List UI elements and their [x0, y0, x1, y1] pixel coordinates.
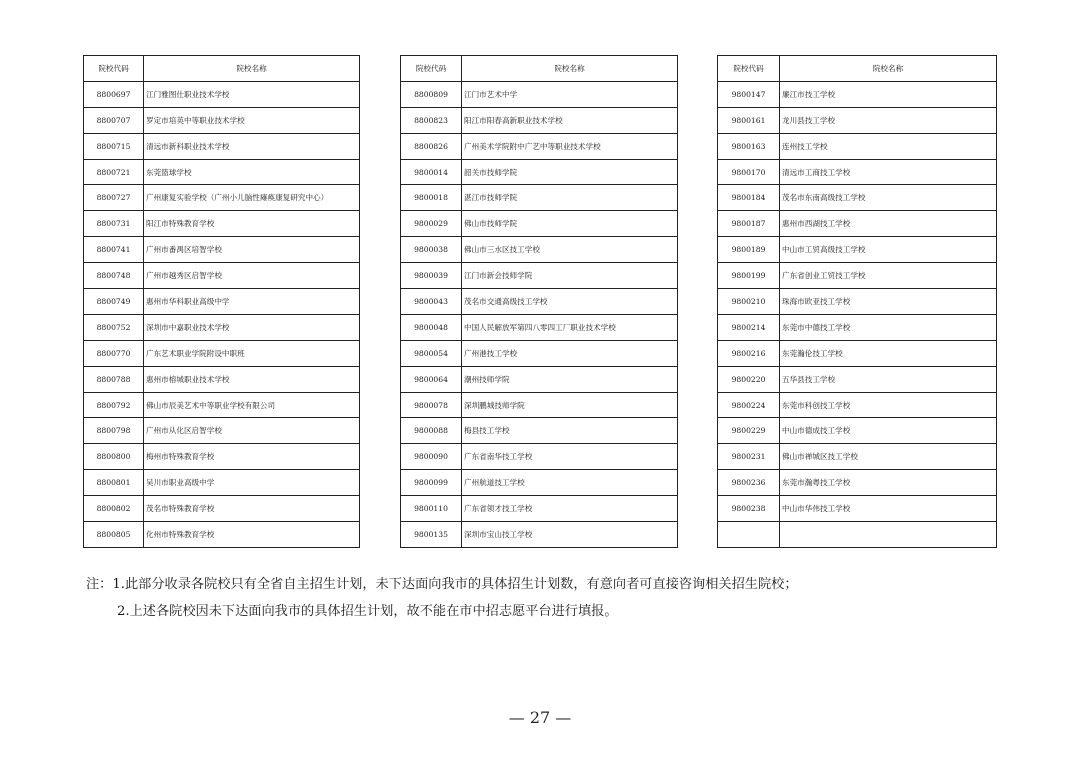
table-row — [84, 496, 360, 522]
school-code: 9800216 — [718, 340, 780, 366]
table-row — [718, 133, 997, 159]
school-name: 广东省领才技工学校 — [462, 496, 678, 522]
table-row — [401, 366, 678, 392]
school-code: 8800809 — [401, 81, 462, 107]
table-row — [84, 392, 360, 418]
school-code: 8800788 — [84, 366, 144, 392]
table-row — [84, 522, 360, 548]
school-code: 8800792 — [84, 392, 144, 418]
school-name: 广东省创业工贸技工学校 — [780, 263, 997, 289]
code-column-header: 院校代码 — [401, 56, 462, 82]
school-code: 9800088 — [401, 418, 462, 444]
table-row — [718, 418, 997, 444]
name-column-header: 院校名称 — [780, 56, 997, 82]
school-name: 佛山市辰美艺术中等职业学校有限公司 — [144, 392, 360, 418]
table-row — [401, 133, 678, 159]
table-row — [84, 289, 360, 315]
school-code: 8800802 — [84, 496, 144, 522]
school-code: 8800741 — [84, 237, 144, 263]
table-row — [718, 522, 997, 548]
table-header-row — [401, 56, 678, 82]
table-row — [401, 340, 678, 366]
table-row — [84, 107, 360, 133]
school-name: 江门市艺术中学 — [462, 81, 678, 107]
school-code: 8800727 — [84, 185, 144, 211]
school-name: 深圳市宝山技工学校 — [462, 522, 678, 548]
school-name: 五华县技工学校 — [780, 366, 997, 392]
school-code: 9800135 — [401, 522, 462, 548]
table-row — [401, 444, 678, 470]
table-header-row — [718, 56, 997, 82]
school-table-1 — [83, 55, 360, 548]
school-name: 中国人民解放军第四八零四工厂职业技术学校 — [462, 314, 678, 340]
school-code: 9800029 — [401, 211, 462, 237]
school-code: 8800749 — [84, 289, 144, 315]
school-name: 广州美术学院附中广艺中等职业技术学校 — [462, 133, 678, 159]
school-name: 茂名市东南高级技工学校 — [780, 185, 997, 211]
table-row — [401, 185, 678, 211]
school-code: 9800078 — [401, 392, 462, 418]
school-code: 9800163 — [718, 133, 780, 159]
table-row — [84, 211, 360, 237]
school-name: 连州技工学校 — [780, 133, 997, 159]
notes — [86, 571, 798, 625]
school-code: 8800715 — [84, 133, 144, 159]
school-name: 湛江市技师学院 — [462, 185, 678, 211]
school-code: 8800826 — [401, 133, 462, 159]
school-code: 9800161 — [718, 107, 780, 133]
school-table-2 — [400, 55, 678, 548]
school-name: 阳江市阳春高新职业技术学校 — [462, 107, 678, 133]
school-code: 8800748 — [84, 263, 144, 289]
table-row — [84, 263, 360, 289]
table-row — [718, 159, 997, 185]
school-code: 9800014 — [401, 159, 462, 185]
table-row — [84, 340, 360, 366]
school-name: 吴川市职业高级中学 — [144, 470, 360, 496]
school-table-3 — [717, 55, 997, 548]
table-row — [718, 211, 997, 237]
school-code: 9800236 — [718, 470, 780, 496]
table-row — [84, 133, 360, 159]
school-code: 8800770 — [84, 340, 144, 366]
school-code: 9800238 — [718, 496, 780, 522]
school-code: 9800224 — [718, 392, 780, 418]
table-row — [718, 444, 997, 470]
table-row — [401, 496, 678, 522]
school-code: 8800823 — [401, 107, 462, 133]
school-name: 深圳鹏城技师学院 — [462, 392, 678, 418]
school-code: 9800184 — [718, 185, 780, 211]
school-name: 广东省南华技工学校 — [462, 444, 678, 470]
school-name: 广州市番禺区培智学校 — [144, 237, 360, 263]
school-name: 广州康复实验学校（广州小儿脑性瘫痪康复研究中心） — [144, 185, 360, 211]
school-code: 9800210 — [718, 289, 780, 315]
school-name: 东莞市科创技工学校 — [780, 392, 997, 418]
table-row — [401, 418, 678, 444]
table-row — [84, 470, 360, 496]
school-name: 江门市新会技师学院 — [462, 263, 678, 289]
school-name: 中山市德成技工学校 — [780, 418, 997, 444]
note-line-1: 注：1.此部分收录各院校只有全省自主招生计划，未下达面向我市的具体招生计划数，有意向者可直接咨询相关招生院校； — [86, 577, 798, 592]
school-code: 8800707 — [84, 107, 144, 133]
table-row — [401, 289, 678, 315]
school-code: 9800110 — [401, 496, 462, 522]
name-column-header: 院校名称 — [462, 56, 678, 82]
table-row — [718, 340, 997, 366]
school-code: 9800231 — [718, 444, 780, 470]
table-row — [401, 81, 678, 107]
school-name: 深圳市中嘉职业技术学校 — [144, 314, 360, 340]
table-row — [401, 107, 678, 133]
school-tables — [83, 55, 997, 547]
note-line-2: 2.上述各院校因未下达面向我市的具体招生计划，故不能在市中招志愿平台进行填报。 — [117, 604, 618, 619]
school-name: 茂名市交通高级技工学校 — [462, 289, 678, 315]
school-name: 江门雅图仕职业技术学校 — [144, 81, 360, 107]
school-code: 9800229 — [718, 418, 780, 444]
school-code: 9800043 — [401, 289, 462, 315]
table-row — [84, 444, 360, 470]
school-name: 梅州市特殊教育学校 — [144, 444, 360, 470]
school-code: 9800018 — [401, 185, 462, 211]
school-code: 9800039 — [401, 263, 462, 289]
school-name: 东莞市中德技工学校 — [780, 314, 997, 340]
school-name: 韶关市技师学院 — [462, 159, 678, 185]
code-column-header: 院校代码 — [718, 56, 780, 82]
school-name: 茂名市特殊教育学校 — [144, 496, 360, 522]
school-code: 9800187 — [718, 211, 780, 237]
table-row — [401, 522, 678, 548]
table-row — [401, 159, 678, 185]
school-name: 化州市特殊教育学校 — [144, 522, 360, 548]
table-row — [718, 81, 997, 107]
school-name: 广州市越秀区启智学校 — [144, 263, 360, 289]
school-code: 8800805 — [84, 522, 144, 548]
school-code: 8800697 — [84, 81, 144, 107]
name-column-header: 院校名称 — [144, 56, 360, 82]
school-code: 8800731 — [84, 211, 144, 237]
table-row — [84, 366, 360, 392]
table-row — [84, 237, 360, 263]
school-name: 东莞瀚伦技工学校 — [780, 340, 997, 366]
table-row — [718, 496, 997, 522]
school-code: 8800801 — [84, 470, 144, 496]
table-row — [718, 185, 997, 211]
school-name: 东莞篮球学校 — [144, 159, 360, 185]
table-row — [718, 314, 997, 340]
table-row — [718, 392, 997, 418]
code-column-header: 院校代码 — [84, 56, 144, 82]
school-code: 9800099 — [401, 470, 462, 496]
school-name: 中山市工贸高级技工学校 — [780, 237, 997, 263]
table-header-row — [84, 56, 360, 82]
school-name: 中山市华伟技工学校 — [780, 496, 997, 522]
table-row — [401, 211, 678, 237]
school-name: 阳江市特殊教育学校 — [144, 211, 360, 237]
page-number: — 27 — — [508, 708, 572, 727]
table-row — [401, 263, 678, 289]
school-name: 廉江市技工学校 — [780, 81, 997, 107]
school-name: 广州市从化区启智学校 — [144, 418, 360, 444]
school-name: 清远市工商技工学校 — [780, 159, 997, 185]
school-code: 8800798 — [84, 418, 144, 444]
school-name: 佛山市禅城区技工学校 — [780, 444, 997, 470]
school-code: 9800038 — [401, 237, 462, 263]
school-code: 9800220 — [718, 366, 780, 392]
table-row — [718, 107, 997, 133]
school-code: 8800721 — [84, 159, 144, 185]
school-name: 龙川县技工学校 — [780, 107, 997, 133]
school-code: 9800199 — [718, 263, 780, 289]
school-name: 惠州市华科职业高级中学 — [144, 289, 360, 315]
school-code: 9800048 — [401, 314, 462, 340]
table-row — [401, 237, 678, 263]
school-name: 广州港技工学校 — [462, 340, 678, 366]
table-row — [401, 470, 678, 496]
school-name: 东莞市瀚粤技工学校 — [780, 470, 997, 496]
school-code: 9800090 — [401, 444, 462, 470]
table-row — [401, 392, 678, 418]
school-name: 梅县技工学校 — [462, 418, 678, 444]
table-row — [718, 366, 997, 392]
school-code: 9800189 — [718, 237, 780, 263]
table-row — [718, 263, 997, 289]
school-code: 9800054 — [401, 340, 462, 366]
school-name: 潮州技师学院 — [462, 366, 678, 392]
table-row — [718, 289, 997, 315]
school-code: 8800752 — [84, 314, 144, 340]
table-row — [84, 185, 360, 211]
school-code: 9800214 — [718, 314, 780, 340]
school-code: 9800170 — [718, 159, 780, 185]
school-name: 佛山市技师学院 — [462, 211, 678, 237]
school-name: 惠州市榕城职业技术学校 — [144, 366, 360, 392]
school-code: 8800800 — [84, 444, 144, 470]
school-code: 9800147 — [718, 81, 780, 107]
table-row — [401, 314, 678, 340]
school-code — [718, 522, 780, 548]
table-row — [84, 418, 360, 444]
table-row — [84, 81, 360, 107]
school-name: 清远市新科职业技术学校 — [144, 133, 360, 159]
table-row — [718, 470, 997, 496]
school-name: 珠海市欧亚技工学校 — [780, 289, 997, 315]
school-name: 广东艺术职业学院附设中职班 — [144, 340, 360, 366]
table-row — [718, 237, 997, 263]
school-name: 惠州市西湖技工学校 — [780, 211, 997, 237]
school-name — [780, 522, 997, 548]
table-row — [84, 314, 360, 340]
school-code: 9800064 — [401, 366, 462, 392]
school-name: 佛山市三水区技工学校 — [462, 237, 678, 263]
school-name: 广州航道技工学校 — [462, 470, 678, 496]
table-row — [84, 159, 360, 185]
school-name: 罗定市培英中等职业技术学校 — [144, 107, 360, 133]
